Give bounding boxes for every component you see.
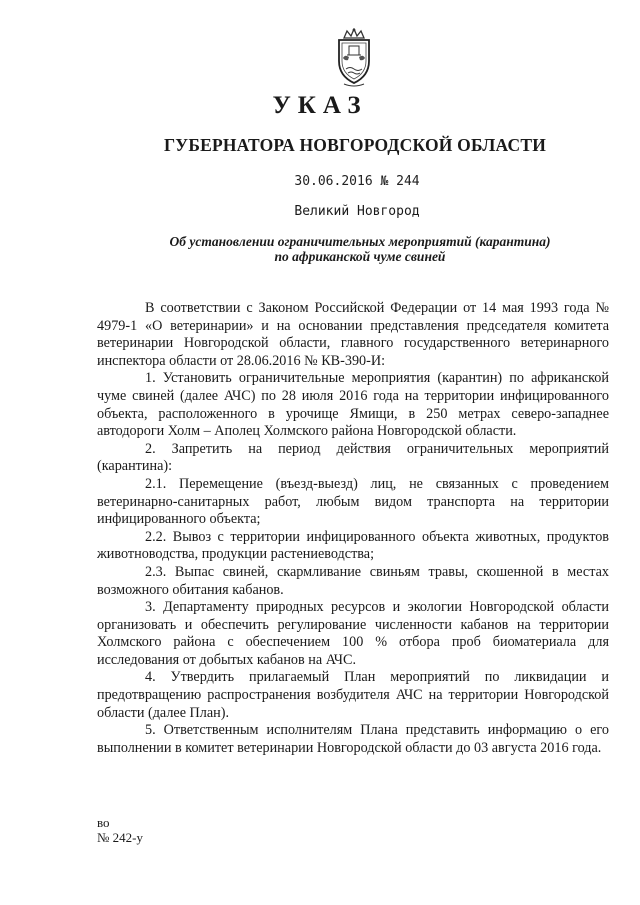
paragraph-item-3: 3. Департаменту природных ресурсов и экологии Новгородской области организовать и обеспечить регулирование численности кабанов на территории Холмского района с обеспечением 100 % отбора проб биоматериала для исследования от добытых кабанов на АЧС. [97,599,609,668]
paragraph-item-2-1: 2.1. Перемещение (въезд-выезд) лиц, не связанных с проведением ветеринарно-санитарных работ, любым видом транспорта на территории инфицированного объекта; [97,475,609,528]
document-footer [97,815,143,845]
document-heading [140,234,580,264]
heading-line-2: по африканской чуме свиней [274,249,446,264]
paragraph-item-2-2: 2.2. Вывоз с территории инфицированного объекта животных, продуктов животноводства, продукции растениеводства; [97,528,609,563]
paragraph-item-1: 1. Установить ограничительные мероприятия (карантин) по африканской чуме свиней (далее АЧС) по 28 июля 2016 года на территории инфицированного объекта, расположенного в урочище Ямищи, в 250 метрах северо-западнее автодороги Холм – Аполец Холмского района Новгородской области. [97,370,609,440]
footer-initials: во [97,815,110,830]
footer-number: № 242-у [97,830,143,845]
document-city: Великий Новгород [294,204,420,219]
heading-line-1: Об установлении ограничительных мероприятий (карантина) [169,234,551,249]
document-title: УКАЗ [272,92,368,119]
document-date-number: 30.06.2016 № 244 [294,174,420,189]
paragraph-item-5: 5. Ответственным исполнителям Плана представить информацию о его выполнении в комитет ветеринарии Новгородской области до 03 августа 2016 года. [97,722,609,756]
document-body [97,300,609,757]
paragraph-item-2: 2. Запретить на период действия ограничительных мероприятий (карантина): [97,440,609,475]
paragraph-item-4: 4. Утвердить прилагаемый План мероприятий по ликвидации и предотвращению распространения возбудителя АЧС на территории Новгородской области (далее План). [97,669,609,721]
coat-of-arms-icon [330,28,378,88]
paragraph-preamble: В соответствии с Законом Российской Федерации от 14 мая 1993 года № 4979-1 «О ветеринарии» и на основании представления председателя комитета ветеринарии Новгородской области, главного государственного ветеринарного инспектора области от 28.06.2016 № КВ-390-И: [97,300,609,369]
document-subtitle: ГУБЕРНАТОРА НОВГОРОДСКОЙ ОБЛАСТИ [163,135,547,155]
paragraph-item-2-3: 2.3. Выпас свиней, скармливание свиньям травы, скошенной в местах возможного обитания кабанов. [97,563,609,598]
